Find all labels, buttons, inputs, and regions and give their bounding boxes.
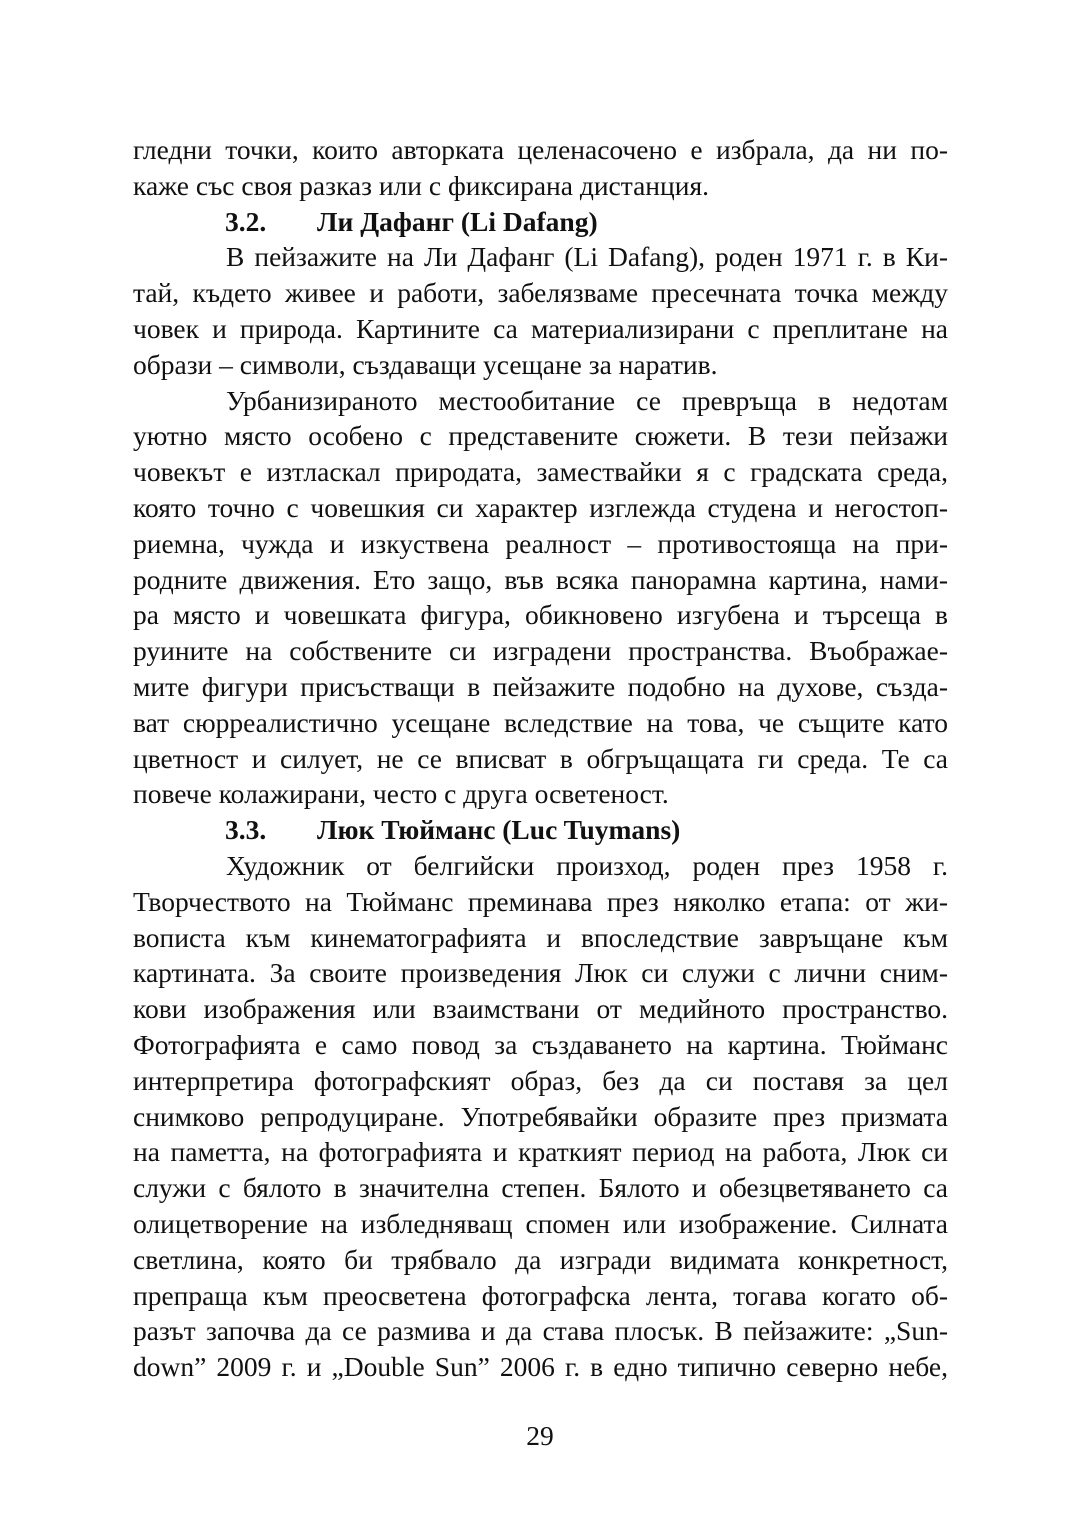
text-line: родните движения. Ето защо, във всяка панорамна картина, нами- (133, 563, 948, 595)
paragraph (133, 848, 948, 1385)
text-line: вописта към кинематографията и впоследствие завръщане към (133, 921, 948, 953)
text-line: руините на собствените си изградени пространства. Въображае- (133, 635, 948, 667)
text-line: мите фигури присъстващи в пейзажите подобно на духове, създа- (133, 670, 948, 702)
text-line: down” 2009 г. и „Double Sun” 2006 г. в едно типично северно небе, (133, 1351, 948, 1383)
paragraph (133, 239, 948, 382)
text-line: ват сюрреалистично усещане вследствие на това, че същите като (133, 706, 948, 738)
text-line: Фотографията е само повод за създаването на картина. Тюйманс (133, 1028, 948, 1060)
text-line: препраща към преосветена фотографска лента, тогава когато об- (133, 1279, 948, 1311)
text-line: Творчеството на Тюйманс преминава през няколко етапа: от жи- (133, 885, 948, 917)
section-title: Люк Тюйманс (Luc Tuymans) (317, 814, 681, 846)
page-number: 29 (526, 1420, 554, 1451)
text-line: интерпретира фотографският образ, без да си поставя за цел (133, 1064, 948, 1096)
text-line: разът започва да се размива и да става плосък. В пейзажите: „Sun- (133, 1315, 948, 1347)
text-line: повече колажирани, често с друга осветеност. (133, 778, 669, 810)
text-line: гледни точки, които авторката целенасочено е избрала, да ни по- (133, 134, 948, 165)
text-line: картината. За своите произведения Люк си служи с лични сним- (133, 957, 948, 989)
text-line: образи – символи, създаващи усещане за наратив. (133, 348, 718, 380)
text-line: Художник от белгийски произход, роден през 1958 г. (226, 849, 948, 881)
text-line: уютно място особено с представените сюжети. В тези пейзажи (133, 420, 948, 452)
section-heading-3-2 (133, 204, 948, 240)
text-line: риемна, чужда и изкуствена реалност – противостояща на при- (133, 527, 948, 559)
text-line: Урбанизираното местообитание се превръща в недотам (226, 384, 948, 416)
text-line: В пейзажите на Ли Дафанг (Li Dafang), роден 1971 г. в Ки- (226, 241, 948, 273)
text-line: светлина, която би трябвало да изгради видимата конкретност, (133, 1243, 948, 1275)
page-body (133, 132, 948, 1385)
paragraph (133, 383, 948, 813)
text-line: тай, където живее и работи, забелязваме пресечната точка между (133, 277, 948, 309)
text-line: снимково репродуциране. Употребявайки образите през призмата (133, 1100, 948, 1132)
text-line: която точно с човешкия си характер изглежда студена и негостоп- (133, 491, 948, 523)
text-line: кови изображения или взаимствани от медийното пространство. (133, 993, 948, 1025)
text-line: каже със своя разказ или с фиксирана дистанция. (133, 169, 709, 201)
section-title: Ли Дафанг (Li Dafang) (317, 205, 598, 237)
section-heading-3-3 (133, 812, 948, 848)
text-line: на паметта, на фотографията и краткият период на работа, Люк си (133, 1136, 948, 1168)
section-number: 3.2. (225, 205, 267, 237)
text-line: служи с бялото в значителна степен. Бялото и обезцветяването са (133, 1172, 948, 1204)
text-line: олицетворение на избледняващ спомен или изображение. Силната (133, 1207, 948, 1239)
section-number: 3.3. (225, 814, 267, 846)
text-line: цветност и силует, не се вписват в обгръщащата ги среда. Те са (133, 742, 948, 774)
text-line: човекът е изтласкал природата, замествайки я с градската среда, (133, 456, 948, 488)
text-line: ра място и човешката фигура, обикновено изгубена и търсеща в (133, 599, 948, 631)
text-line: човек и природа. Картините са материализирани с преплитане на (133, 312, 948, 344)
